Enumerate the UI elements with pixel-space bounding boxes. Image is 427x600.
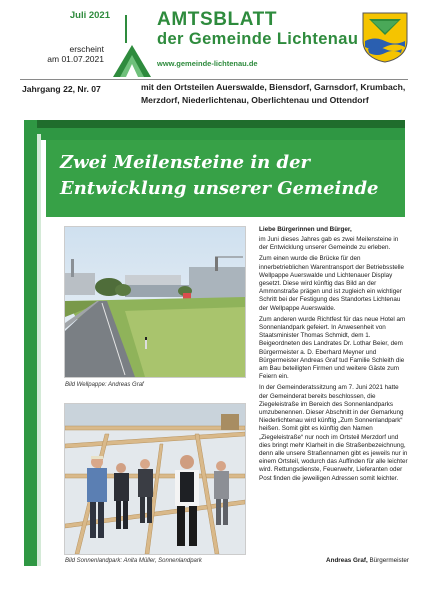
photo-sonnenlandpark <box>64 403 246 555</box>
green-triangle-logo <box>107 15 157 81</box>
volume-number: Jahrgang 22, Nr. 07 <box>22 84 101 94</box>
photo-caption: Bild Sonnenlandpark: Anita Müller, Sonnenlandpark <box>65 558 202 564</box>
districts-line: mit den Ortsteilen Auerswalde, Biensdorf, Garnsdorf, Krumbach, Merzdorf, Niederlichtenau, Oberlichtenau und Ottendorf <box>141 82 406 105</box>
signature-role: Bürgermeister <box>369 557 409 564</box>
issue-date: Juli 2021 <box>69 10 110 21</box>
publication-date <box>44 44 104 64</box>
article-paragraph: im Juni dieses Jahres gab es zwei Meilensteine in der Entwicklung unserer Gemeinde zu erleben. <box>259 236 399 252</box>
appears-label: erscheint <box>69 44 104 54</box>
article-body <box>259 236 409 486</box>
website-link[interactable]: www.gemeinde-lichtenau.de <box>157 59 258 68</box>
photo-caption: Bild Wellpappe: Andreas Graf <box>65 382 144 388</box>
appears-date: am 01.07.2021 <box>47 54 104 64</box>
article-headline: Zwei Meilensteine in der Entwicklung unserer Gemeinde <box>60 152 379 199</box>
municipal-coat-of-arms-icon <box>361 11 409 63</box>
masthead-title: AMTSBLATT <box>157 9 278 30</box>
signature-name: Andreas Graf, <box>326 557 368 564</box>
header-divider <box>20 79 408 80</box>
photo-wellpappe <box>64 226 246 378</box>
article-paragraph: Zum anderen wurde Richtfest für das neue Hotel am Sonnenlandpark gefeiert. In Anwesenheit von Staatsminister Thomas Schmidt, dem 1. Beigeordneten des Landrates Dr. Lothar Beier, dem Bürgermeister a. D. Eberhard Meyner und Bürgermeister Andreas Graf tud Familie Schleith die am Bau beteiligten Firmen und weitere Gäste zum Feiern ein. <box>259 315 406 381</box>
article-salutation: Liebe Bürgerinnen und Bürger, <box>259 226 352 233</box>
article-paragraph: In der Gemeinderatssitzung am 7. Juni 2021 hatte der Gemeinderat bereits beschlossen, die Ziegeleistraße im Bereich des Sonnenlandparks umzubenennen. Dieser Abschnitt in der Gemarkung Niederlichtenau wird künftig „Zum Sonnenlandpark“ heißen. Somit gibt es künftig den Namen „Ziegeleistraße“ nur noch im Ortsteil Merzdorf und dies bringt mehr Klarheit in die Straßenbezeichnung, denn alle unsere Straßennamen gibt es jeweils nur in einem Ortsteil, wodurch das Auffinden für alle leichter wird. Rettungsdienste, Feuerwehr, Lieferanten oder Post finden die jeweiligen Adressen somit leichter. <box>259 384 408 482</box>
masthead-subtitle: der Gemeinde Lichtenau <box>157 30 359 48</box>
frame-top-bar-light <box>24 128 405 140</box>
article-paragraph: Zum einen wurde die Brücke für den innerbetrieblichen Warentransport der Betriebsstelle Wellpappe Auerswalde und Lichtenauer Display gesetzt. Diese wird künftig das Bild an der Ammonstraße prägen und ist zugleich ein wichtiger Schritt bei der Festigung des Standortes Lichtenau der Wellpappe Auerswalde. <box>259 255 405 312</box>
frame-inner-edge <box>37 134 41 566</box>
article-signature <box>259 557 409 564</box>
frame-left-bar <box>24 120 37 566</box>
